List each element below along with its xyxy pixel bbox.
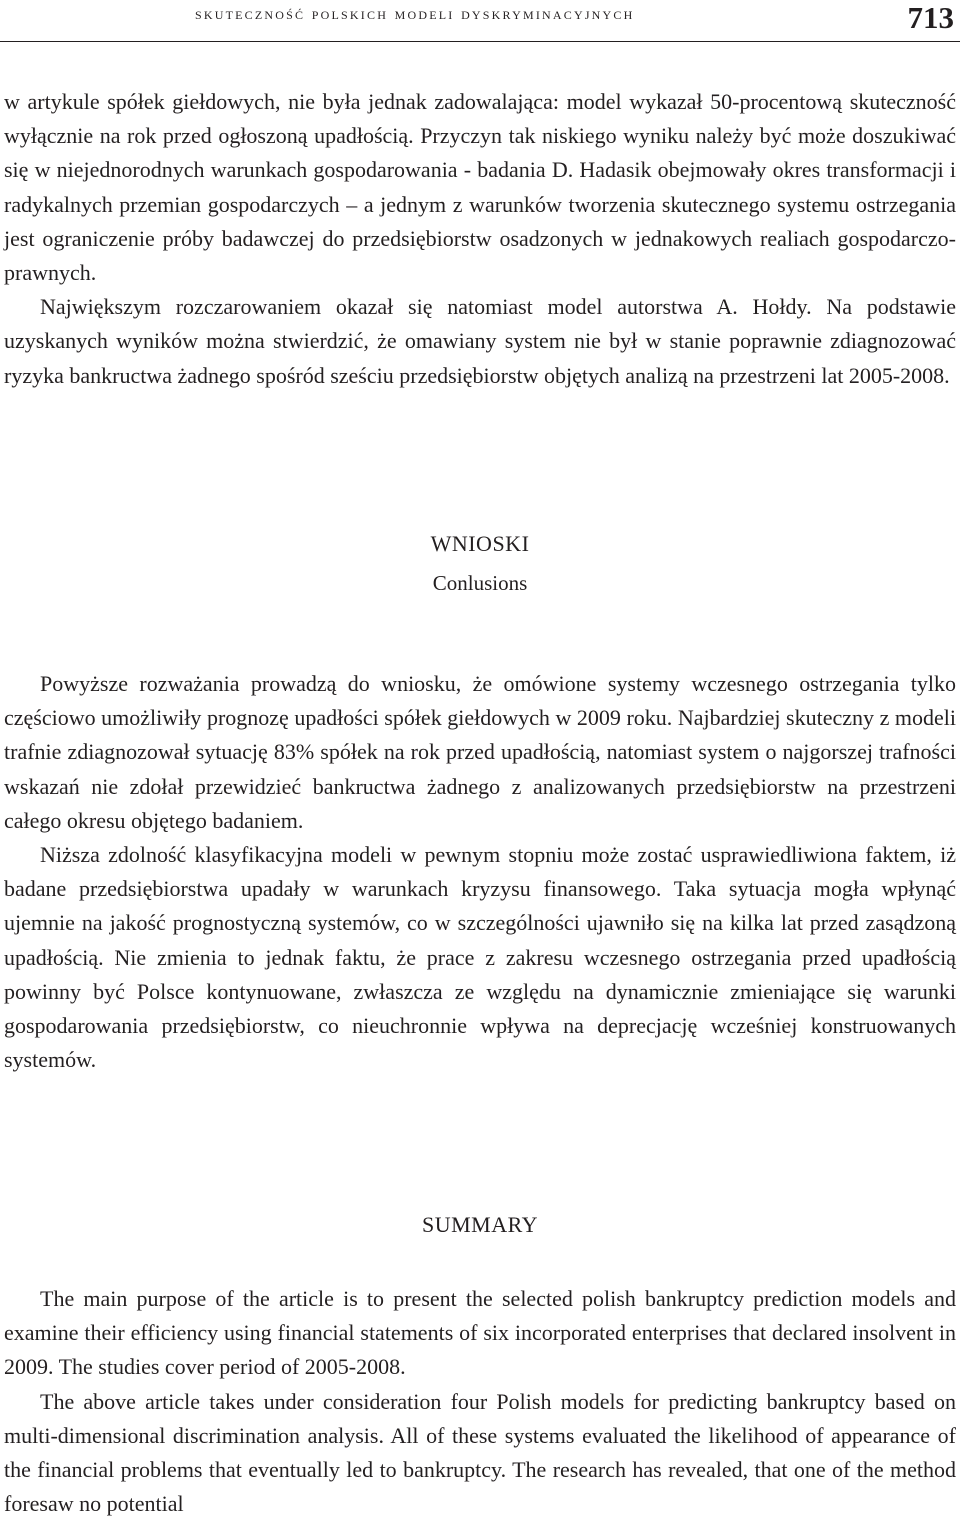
summary-paragraph-1: The main purpose of the article is to present the selected polish bankruptcy prediction models and examine their efficiency using financial statements of six incorporated enterprises that declared insolvent in 2009. The studies cover period of 2005-2008. bbox=[4, 1286, 956, 1380]
conclusions-paragraph-2: Niższa zdolność klasyfikacyjna modeli w pewnym stopniu może zostać usprawiedliwiona faktem, iż badane przedsiębiorstwa upadały w warunkach kryzysu finansowego. Taka sytuacja mogła wpłynąć ujemnie na jakość prognostyczną systemów, co w szczególności ujawniło się na kilka lat przed zasądzoną upadłością. Nie zmienia to jednak faktu, że prace z zakresu wczesnego ostrzegania przed upadłością powinny być Polsce kontynuowane, zwłaszcza ze względu na dynamicznie zmieniające się warunki gospodarowania przedsiębiorstw, co nieuchronnie wpływa na deprecjację wcześniej konstruowanych systemów. bbox=[4, 842, 956, 1073]
intro-paragraph-1: w artykule spółek giełdowych, nie była jednak zadowalająca: model wykazał 50-procentową skuteczność wyłącznie na rok przed ogłoszoną upadłością. Przyczyn tak niskiego wyniku należy być może doszukiwać się w niejednorodnych warunkach gospodarowania - badania D. Hadasik obejmowały okres transformacji i radykalnych przemian gospodarczych – a jednym z warunków tworzenia skutecznego systemu ostrzegania jest ograniczenie próby badawczej do przedsiębiorstw osadzonych w jednakowych realiach gospodarczo-prawnych. bbox=[4, 89, 956, 286]
intro-text-block bbox=[4, 85, 956, 393]
conclusions-text-block bbox=[4, 667, 956, 1077]
running-title: skuteczność polskich modeli dyskryminacyjnych bbox=[195, 3, 635, 23]
conclusions-paragraph-1: Powyższe rozważania prowadzą do wniosku, że omówione systemy wczesnego ostrzegania tylko częściowo umożliwiły prognozę upadłości spółek giełdowych w 2009 roku. Najbardziej skuteczny z modeli trafnie zdiagnozował sytuację 83% spółek na rok przed upadłością, natomiast system o najgorszej trafności wskazań nie zdołał przewidzieć bankructwa żadnego z analizowanych przedsiębiorstw na przestrzeni całego okresu objętego badaniem. bbox=[4, 671, 956, 833]
summary-heading: SUMMARY bbox=[422, 1212, 538, 1237]
intro-paragraph-2: Największym rozczarowaniem okazał się natomiast model autorstwa A. Hołdy. Na podstawie uzyskanych wyników można stwierdzić, że omawiany system nie był w stanie poprawnie zdiagnozować ryzyka bankructwa żadnego spośród sześciu przedsiębiorstw objętych analizą na przestrzeni lat 2005-2008. bbox=[4, 294, 956, 388]
conclusions-subheading: Conlusions bbox=[432, 571, 528, 595]
summary-text-block bbox=[4, 1282, 956, 1521]
conclusions-heading: WNIOSKI bbox=[430, 531, 530, 556]
page-number: 713 bbox=[907, 0, 954, 35]
summary-paragraph-2: The above article takes under consideration four Polish models for predicting bankruptcy based on multi-dimensional discrimination analysis. All of these systems evaluated the likelihood of appearance of the financial problems that eventually led to bankruptcy. The research has revealed, that one of the method foresaw no potential bbox=[4, 1388, 956, 1517]
running-header bbox=[0, 0, 960, 42]
